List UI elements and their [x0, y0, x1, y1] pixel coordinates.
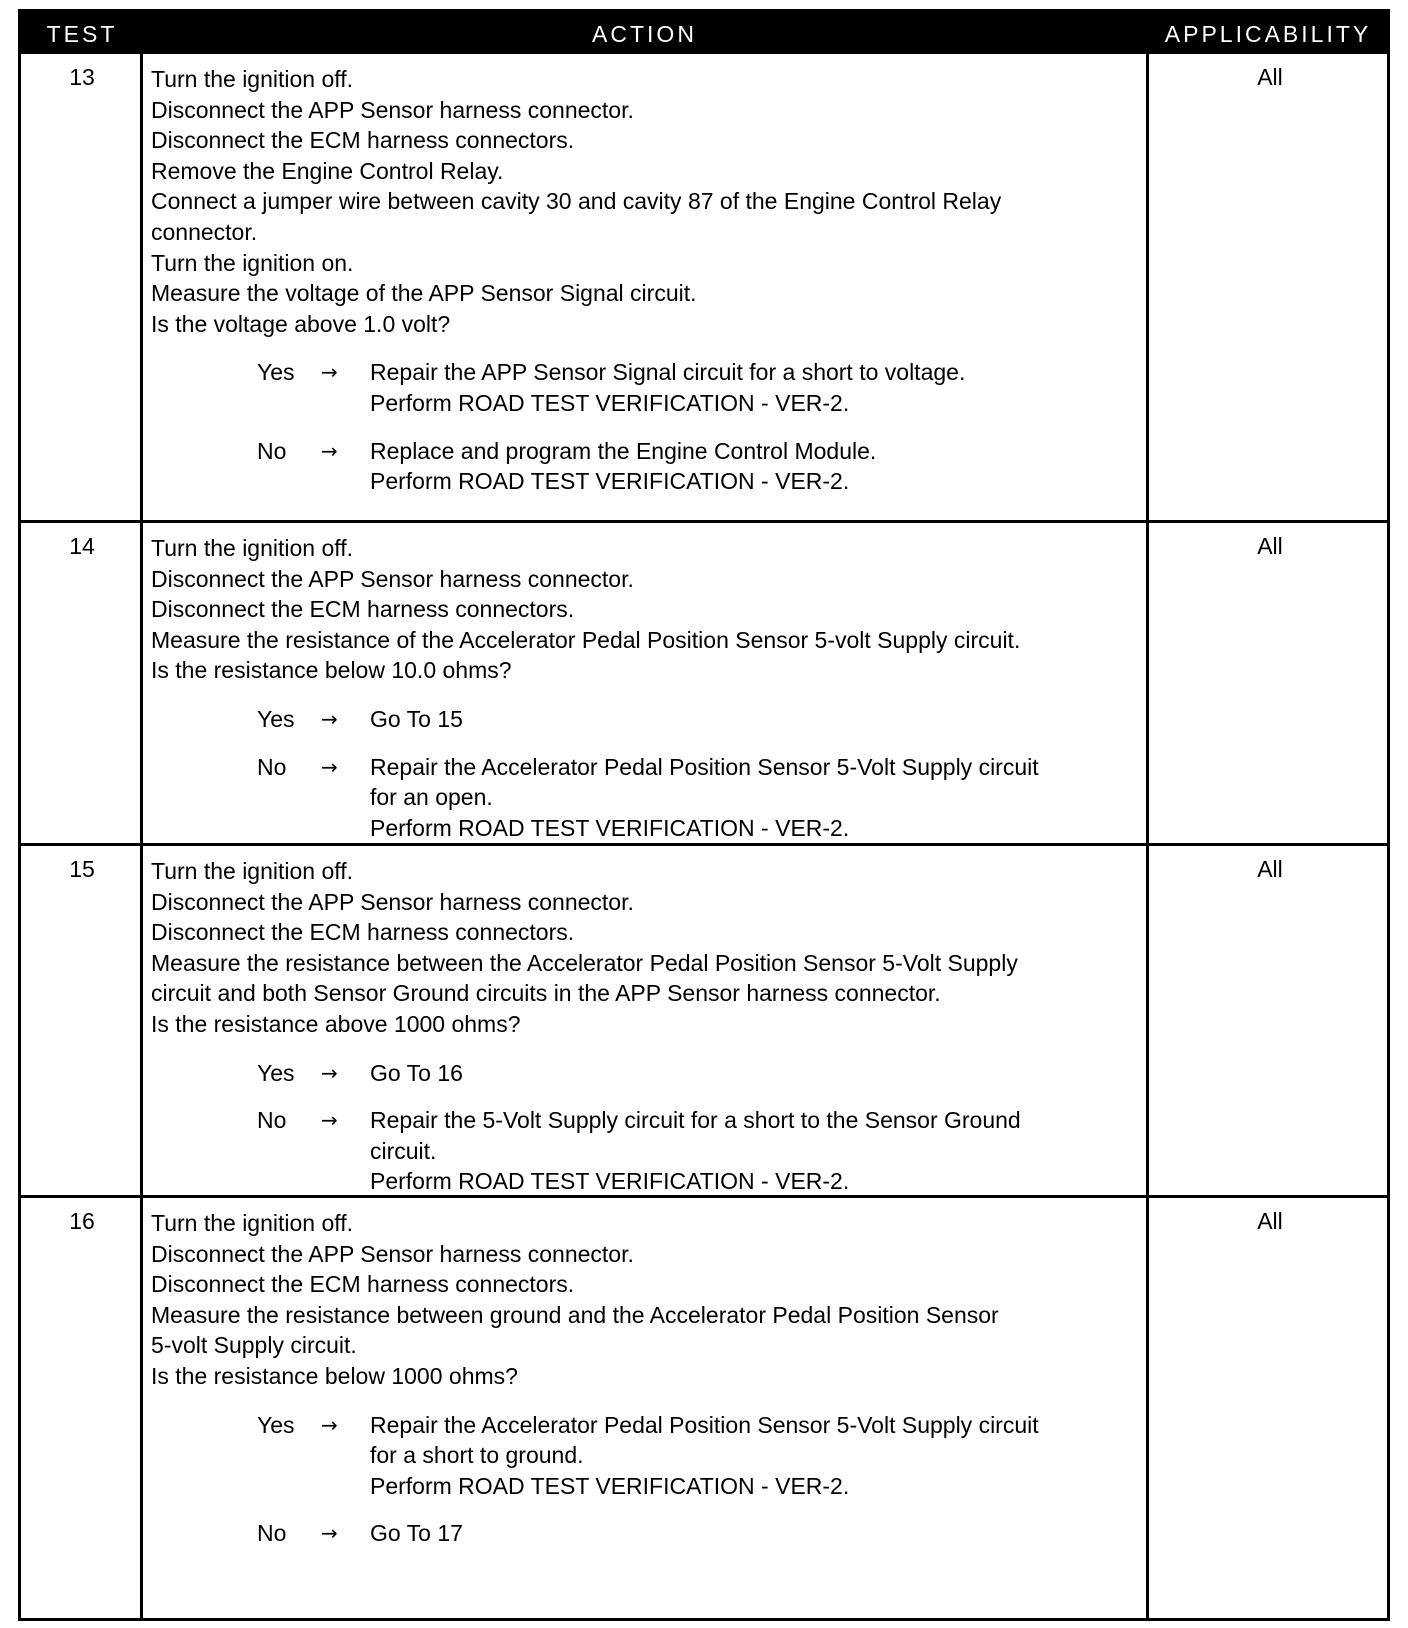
yes-label: Yes	[257, 1411, 295, 1438]
result-line: Perform ROAD TEST VERIFICATION - VER-2.	[370, 389, 850, 416]
action-step: Disconnect the ECM harness connectors.	[151, 919, 575, 946]
result-line: Perform ROAD TEST VERIFICATION - VER-2.	[370, 1168, 850, 1195]
result-line: Replace and program the Engine Control Module.	[370, 437, 877, 464]
action-step: Turn the ignition off.	[151, 535, 354, 561]
yes-label: Yes	[257, 359, 295, 386]
no-result	[370, 1105, 1151, 1197]
action-step: Is the resistance below 1000 ohms?	[151, 1362, 518, 1389]
arrow-right-icon: →	[321, 438, 338, 463]
no-label: No	[257, 437, 287, 464]
no-result	[370, 436, 1151, 497]
action-step: Disconnect the ECM harness connectors.	[151, 127, 575, 154]
result-line: Go To 17	[370, 1520, 463, 1547]
action-cell	[151, 856, 1151, 1197]
no-outcome	[151, 1518, 1151, 1549]
action-step: Measure the voltage of the APP Sensor Signal circuit.	[151, 280, 697, 307]
arrow-right-icon: →	[321, 706, 338, 731]
outcome-list	[151, 1410, 1151, 1549]
action-step: Measure the resistance between ground and the Accelerator Pedal Position Sensor	[151, 1301, 999, 1328]
table-row	[21, 54, 1387, 520]
action-step: Turn the ignition off.	[151, 66, 354, 92]
diagnostic-test-table	[18, 9, 1390, 1621]
applicability-cell: All	[1257, 856, 1283, 882]
arrow-right-icon: →	[321, 1060, 338, 1085]
action-step: Is the voltage above 1.0 volt?	[151, 310, 451, 337]
action-cell	[151, 64, 1151, 497]
action-step: Disconnect the APP Sensor harness connector.	[151, 565, 634, 592]
result-line: Go To 15	[370, 705, 463, 732]
test-number: 16	[69, 1208, 95, 1234]
action-step: Disconnect the APP Sensor harness connector.	[151, 96, 634, 123]
action-step: Turn the ignition off.	[151, 858, 354, 884]
header-test: TEST	[46, 21, 118, 47]
action-step: Connect a jumper wire between cavity 30 and cavity 87 of the Engine Control Relay	[151, 188, 1002, 215]
no-result	[370, 1518, 1151, 1549]
action-step: Disconnect the APP Sensor harness connector.	[151, 1240, 634, 1267]
action-step: Remove the Engine Control Relay.	[151, 157, 504, 184]
outcome-list	[151, 1058, 1151, 1197]
action-step: Disconnect the ECM harness connectors.	[151, 1271, 575, 1298]
arrow-right-icon: →	[321, 360, 338, 385]
table-row	[21, 1195, 1387, 1618]
yes-outcome	[151, 704, 1151, 735]
action-step: Is the resistance above 1000 ohms?	[151, 1010, 521, 1037]
test-number: 13	[69, 64, 95, 90]
test-number: 14	[69, 533, 95, 559]
result-line: Repair the Accelerator Pedal Position Sensor 5-Volt Supply circuit	[370, 753, 1039, 780]
header-action: ACTION	[592, 21, 697, 47]
applicability-cell: All	[1257, 64, 1283, 90]
table-row	[21, 843, 1387, 1195]
action-step: Disconnect the ECM harness connectors.	[151, 596, 575, 623]
action-step: Is the resistance below 10.0 ohms?	[151, 657, 512, 684]
yes-result	[370, 1058, 1151, 1089]
action-step: circuit and both Sensor Ground circuits in the APP Sensor harness connector.	[151, 980, 941, 1007]
yes-outcome	[151, 1410, 1151, 1502]
result-line: for an open.	[370, 784, 493, 811]
result-line: Repair the 5-Volt Supply circuit for a short to the Sensor Ground	[370, 1107, 1021, 1134]
yes-result	[370, 704, 1151, 735]
action-step: Turn the ignition on.	[151, 249, 354, 276]
action-step: Disconnect the APP Sensor harness connector.	[151, 888, 634, 915]
no-outcome	[151, 436, 1151, 497]
no-result	[370, 752, 1151, 844]
result-line: Repair the APP Sensor Signal circuit for a short to voltage.	[370, 359, 966, 386]
arrow-right-icon: →	[321, 1412, 338, 1437]
action-step: connector.	[151, 218, 258, 245]
yes-label: Yes	[257, 1059, 295, 1086]
no-outcome	[151, 752, 1151, 844]
yes-result	[370, 1410, 1151, 1502]
result-line: Go To 16	[370, 1059, 463, 1086]
yes-result	[370, 357, 1151, 418]
action-step: Measure the resistance of the Accelerator Pedal Position Sensor 5-volt Supply circuit.	[151, 626, 1021, 653]
table-row	[21, 520, 1387, 843]
action-cell	[151, 533, 1151, 843]
outcome-list	[151, 357, 1151, 496]
no-label: No	[257, 1107, 287, 1134]
result-line: Perform ROAD TEST VERIFICATION - VER-2.	[370, 1472, 850, 1499]
result-line: Perform ROAD TEST VERIFICATION - VER-2.	[370, 468, 850, 495]
yes-outcome	[151, 1058, 1151, 1089]
header-applicability: APPLICABILITY	[1164, 21, 1372, 47]
action-step: 5-volt Supply circuit.	[151, 1332, 357, 1359]
no-label: No	[257, 1520, 287, 1547]
action-cell	[151, 1208, 1151, 1549]
no-outcome	[151, 1105, 1151, 1197]
action-step: Turn the ignition off.	[151, 1210, 354, 1236]
table-header	[21, 12, 1387, 54]
arrow-right-icon: →	[321, 1108, 338, 1133]
test-number: 15	[69, 856, 95, 882]
applicability-cell: All	[1257, 533, 1283, 559]
arrow-right-icon: →	[321, 1521, 338, 1546]
action-step: Measure the resistance between the Accelerator Pedal Position Sensor 5-Volt Supply	[151, 949, 1018, 976]
applicability-cell: All	[1257, 1208, 1283, 1234]
no-label: No	[257, 753, 287, 780]
yes-label: Yes	[257, 705, 295, 732]
result-line: for a short to ground.	[370, 1442, 584, 1469]
yes-outcome	[151, 357, 1151, 418]
result-line: circuit.	[370, 1137, 437, 1164]
outcome-list	[151, 704, 1151, 843]
arrow-right-icon: →	[321, 754, 338, 779]
result-line: Perform ROAD TEST VERIFICATION - VER-2.	[370, 814, 850, 841]
result-line: Repair the Accelerator Pedal Position Sensor 5-Volt Supply circuit	[370, 1411, 1039, 1438]
